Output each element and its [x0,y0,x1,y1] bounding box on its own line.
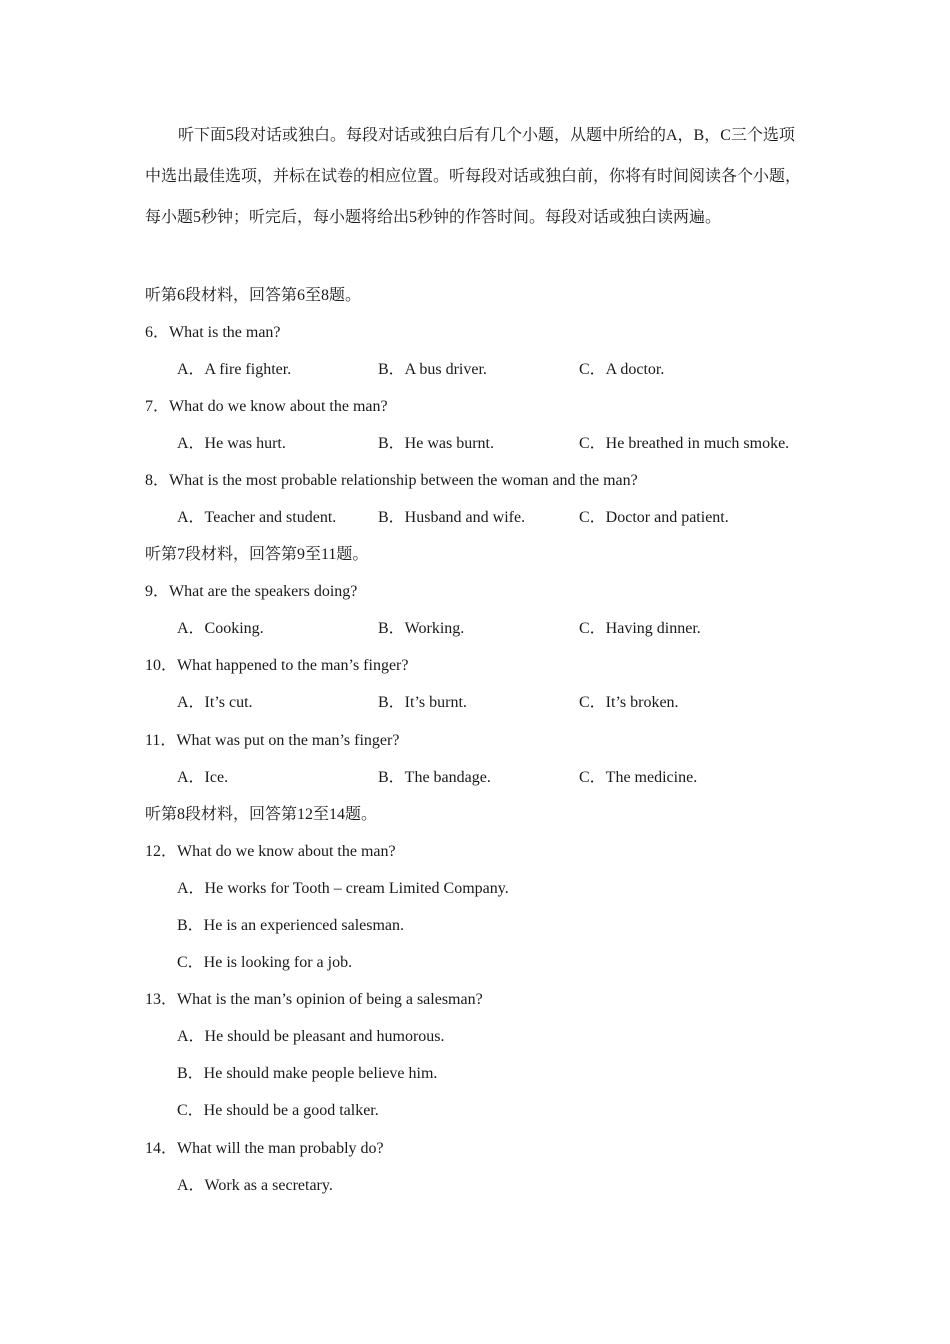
q9-option-b: B．Working. [378,620,465,637]
q7-option-c: C．He breathed in much smoke. [579,435,790,452]
q8-option-a: A．Teacher and student. [177,509,337,526]
section-heading-7: 听第7段材料，回答第9至11题。 [145,546,369,563]
question-10: 10．What happened to the man’s finger? [145,657,409,674]
q13-option-c: C．He should be a good talker. [177,1102,379,1119]
question-13: 13．What is the man’s opinion of being a salesman? [145,991,483,1008]
q7-option-a: A．He was hurt. [177,435,286,452]
question-14: 14．What will the man probably do? [145,1140,384,1157]
question-7: 7．What do we know about the man? [145,398,388,415]
q12-option-c: C．He is looking for a job. [177,954,353,971]
q10-option-a: A．It’s cut. [177,694,253,711]
q10-option-c: C．It’s broken. [579,694,679,711]
q6-option-c: C．A doctor. [579,361,665,378]
q13-option-b: B．He should make people believe him. [177,1065,438,1082]
q6-option-a: A．A fire fighter. [177,361,292,378]
section-heading-6: 听第6段材料，回答第6至8题。 [145,287,362,304]
q8-option-b: B．Husband and wife. [378,509,526,526]
q11-option-b: B．The bandage. [378,769,491,786]
q10-option-b: B．It’s burnt. [378,694,467,711]
q12-option-b: B．He is an experienced salesman. [177,917,405,934]
q9-option-c: C．Having dinner. [579,620,701,637]
q12-option-a: A．He works for Tooth – cream Limited Company. [177,880,509,897]
question-9: 9．What are the speakers doing? [145,583,358,600]
q7-option-b: B．He was burnt. [378,435,494,452]
listening-instructions: 听下面5段对话或独白。每段对话或独白后有几个小题，从题中所给的A，B，C三个选项中选出最佳选项，并标在试卷的相应位置。听每段对话或独白前，你将有时间阅读各个小题，每小题5秒钟；听完后，每小题将给出5秒钟的作答时间。每段对话或独白读两遍。 [145,127,802,226]
question-11: 11．What was put on the man’s finger? [145,732,400,749]
q6-option-b: B．A bus driver. [378,361,487,378]
q11-option-c: C．The medicine. [579,769,698,786]
question-12: 12．What do we know about the man? [145,843,396,860]
section-heading-8: 听第8段材料，回答第12至14题。 [145,806,378,823]
question-6: 6．What is the man? [145,324,281,341]
q14-option-a: A．Work as a secretary. [177,1177,333,1194]
q9-option-a: A．Cooking. [177,620,264,637]
q8-option-c: C．Doctor and patient. [579,509,729,526]
q11-option-a: A．Ice. [177,769,229,786]
question-8: 8．What is the most probable relationship between the woman and the man? [145,472,638,489]
q13-option-a: A．He should be pleasant and humorous. [177,1028,445,1045]
